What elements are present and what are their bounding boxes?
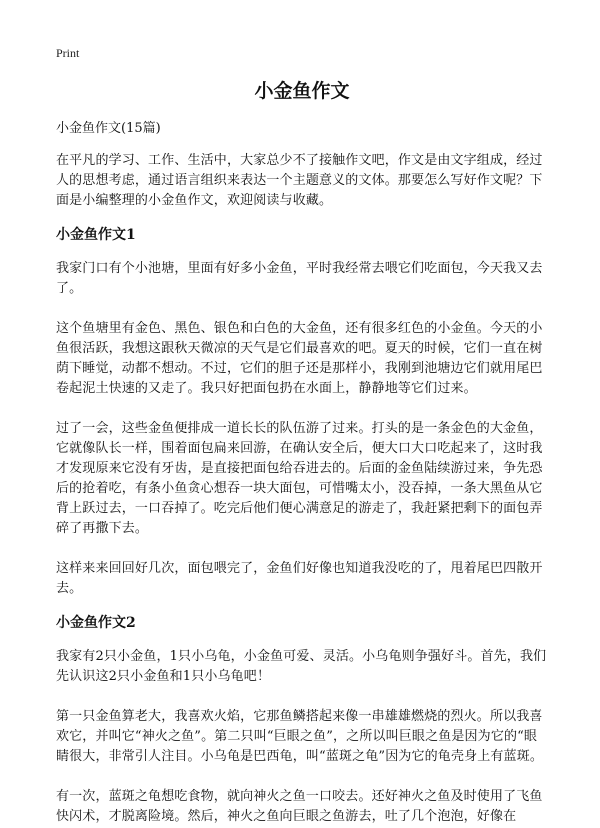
section-heading-2: 小金鱼作文2: [56, 615, 136, 631]
intro-paragraph: 在平凡的学习、工作、生活中，大家总少不了接触作文吧，作文是由文字组成，经过人的思想考虑，通过语言组织来表达一个主题意义的文体。那要怎么写好作文呢？下面是小编整理的小金鱼作文，欢迎阅读与收藏。: [56, 153, 543, 208]
print-link[interactable]: Print: [56, 46, 80, 60]
page-title: 小金鱼作文: [254, 80, 350, 102]
paragraph: 第一只金鱼算老大，我喜欢火焰，它那鱼鳞搭起来像一串雄雄燃烧的烈火。所以我喜欢它，并叫它“神火之鱼”。第二只叫“巨眼之鱼”，之所以叫巨眼之鱼是因为它的“眼睛很大，非常引人注目。小乌龟是巴西龟，叫“蓝斑之龟”因为它的龟壳身上有蓝斑。: [56, 709, 543, 764]
paragraph: 我家门口有个小池塘，里面有好多小金鱼，平时我经常去喂它们吃面包，今天我又去了。: [56, 261, 543, 296]
paragraph: 过了一会，这些金鱼便排成一道长长的队伍游了过来。打头的是一条金色的大金鱼，它就像队长一样，围着面包扁来回游，在确认安全后，便大口大口吃起来了，这时我才发现原来它没有牙齿，是直接把面包给吞进去的。后面的金鱼陆续游过来，争先恐后的抢着吃，有条小鱼贪心想吞一块大面包，可惜嘴太小，没吞掉，一条大黑鱼从它背上跃过去，一口吞掉了。吃完后他们便心满意足的游走了，我赶紧把剩下的面包弄碎了再撒下去。: [56, 421, 543, 536]
paragraph: 有一次，蓝斑之龟想吃食物，就向神火之鱼一口咬去。还好神火之鱼及时使用了飞鱼快闪术，才脱离险境。然后，神火之鱼向巨眼之鱼游去，吐了几个泡泡，好像在: [56, 789, 543, 824]
section-heading-1: 小金鱼作文1: [56, 227, 136, 243]
document-subtitle: 小金鱼作文(15篇): [56, 121, 161, 136]
paragraph: 这个鱼塘里有金色、黑色、银色和白色的大金鱼，还有很多红色的小金鱼。今天的小鱼很活跃，我想这跟秋天微凉的天气是它们最喜欢的吧。夏天的时候，它们一直在树荫下睡觉，动都不想动。不过，它们的胆子还是那样小，我刚到池塘边它们就用尾巴卷起泥土快速的又走了。我只好把面包扔在水面上，静静地等它们过来。: [56, 321, 543, 396]
paragraph: 我家有2只小金鱼，1只小乌龟，小金鱼可爱、灵活。小乌龟则争强好斗。首先，我们先认识这2只小金鱼和1只小乌龟吧！: [56, 649, 547, 684]
document-body: [56, 78, 548, 827]
paragraph: 这样来来回回好几次，面包喂完了，金鱼们好像也知道我没吃的了，甩着尾巴四散开去。: [56, 561, 543, 596]
